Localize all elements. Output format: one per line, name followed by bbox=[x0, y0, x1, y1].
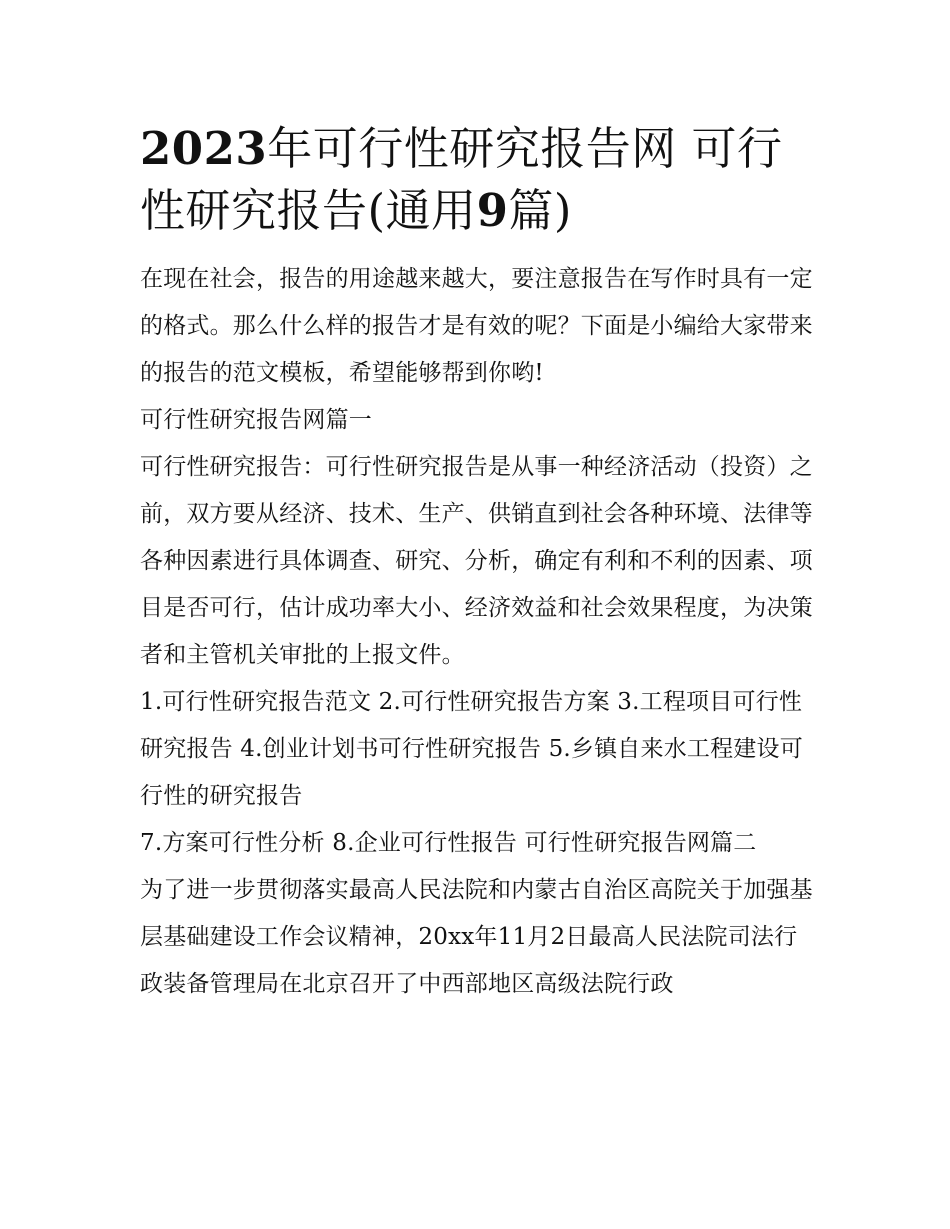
document-title: 2023年可行性研究报告网 可行性研究报告(通用9篇) bbox=[140, 122, 783, 237]
related-list-2: 7.方案可行性分析 8.企业可行性报告 可行性研究报告网篇二 bbox=[140, 830, 757, 856]
intro-paragraph: 在现在社会，报告的用途越来越大，要注意报告在写作时具有一定的格式。那么什么样的报告才是有效的呢？下面是小编给大家带来的报告的范文模板，希望能够帮到你哟! bbox=[140, 266, 813, 386]
body-paragraph: 为了进一步贯彻落实最高人民法院和内蒙古自治区高院关于加强基层基础建设工作会议精神，20xx年11月2日最高人民法院司法行政装备管理局在北京召开了中西部地区高级法院行政 bbox=[140, 877, 813, 997]
definition-paragraph: 可行性研究报告：可行性研究报告是从事一种经济活动（投资）之前，双方要从经济、技术、生产、供销直到社会各种环境、法律等各种因素进行具体调查、研究、分析，确定有利和不利的因素、项目是否可行，估计成功率大小、经济效益和社会效果程度，为决策者和主管机关审批的上报文件。 bbox=[140, 454, 813, 668]
document-page bbox=[140, 118, 820, 1008]
related-list-1: 1.可行性研究报告范文 2.可行性研究报告方案 3.工程项目可行性研究报告 4.创业计划书可行性研究报告 5.乡镇自来水工程建设可行性的研究报告 bbox=[140, 689, 803, 809]
section-heading-1: 可行性研究报告网篇一 bbox=[140, 407, 372, 433]
